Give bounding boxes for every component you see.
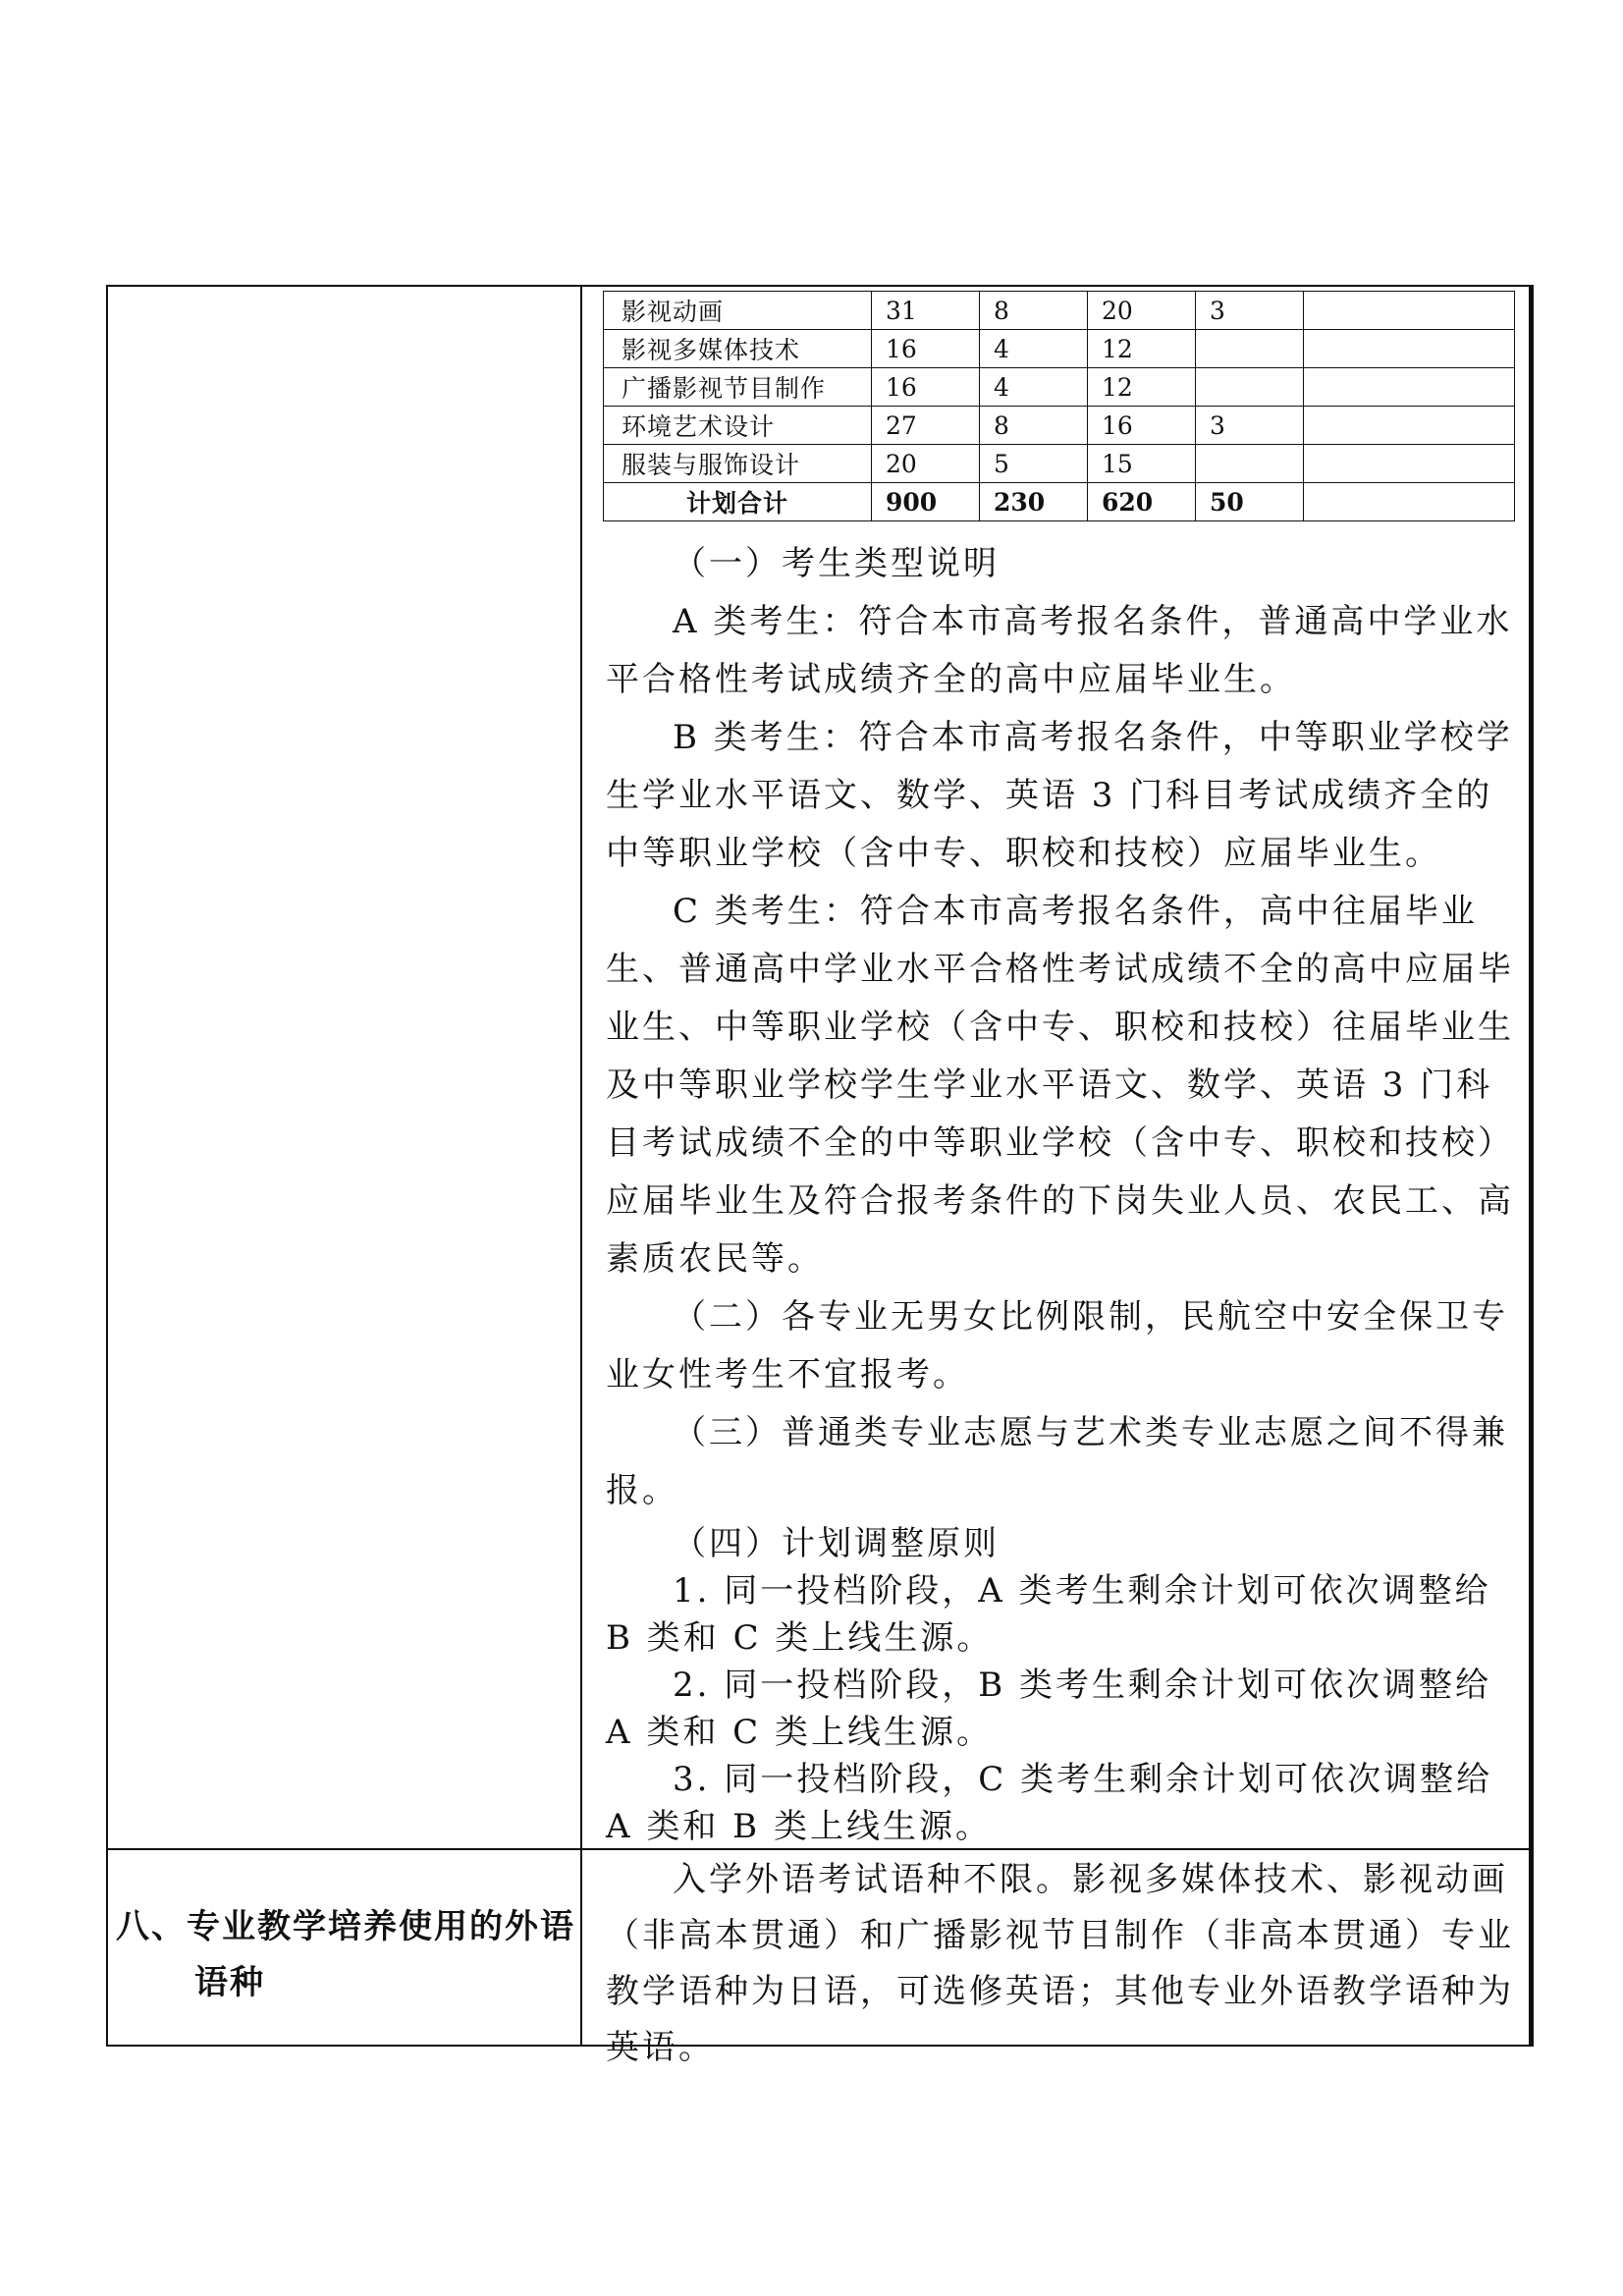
section-8-label-line2: 语种 <box>194 1963 265 2002</box>
total-c: 50 <box>1196 483 1304 521</box>
total-note <box>1304 483 1515 521</box>
table-row <box>604 292 1515 330</box>
plan-b: 12 <box>1088 330 1196 368</box>
type-c-desc: C 类考生：符合本市高考报名条件，高中往届毕业生、普通高中学业水平合格性考试成绩不全的高中应届毕业生、中等职业学校（含中专、职校和技校）往届毕业生及中等职业学校学生学业水平语文、数学、英语 3 门科目考试成绩不全的中等职业学校（含中专、职校和技校）应届毕业生及符合报考条件的下岗失业人员、农民工、高素质农民等。 <box>606 892 1514 1279</box>
notes-content <box>606 535 1517 1850</box>
table-row <box>604 368 1515 407</box>
section-heading-1: （一）考生类型说明 <box>673 544 1000 583</box>
foreign-language-text <box>606 1852 1517 2076</box>
section-8-label-line1: 八、专业教学培养使用的外语 <box>116 1907 575 1946</box>
plan-total: 20 <box>872 445 980 483</box>
section-8-text: 入学外语考试语种不限。影视多媒体技术、影视动画（非高本贯通）和广播影视节目制作（非高本贯通）专业教学语种为日语，可选修英语；其他专业外语教学语种为英语。 <box>606 1860 1514 2067</box>
major-name: 影视动画 <box>604 292 872 330</box>
plan-a: 4 <box>980 368 1088 407</box>
enrollment-plan-table <box>603 291 1515 521</box>
total-a: 230 <box>980 483 1088 521</box>
table-row <box>604 330 1515 368</box>
section-8-label <box>116 1899 577 2011</box>
section-heading-4: （四）计划调整原则 <box>673 1524 1000 1563</box>
adjust-rule-1: 1. 同一投档阶段，A 类考生剩余计划可依次调整给 B 类和 C 类上线生源。 <box>606 1571 1491 1658</box>
plan-b: 15 <box>1088 445 1196 483</box>
plan-total: 27 <box>872 407 980 445</box>
plan-note <box>1304 445 1515 483</box>
plan-c <box>1196 445 1304 483</box>
section-2-text: （二）各专业无男女比例限制，民航空中安全保卫专业女性考生不宜报考。 <box>606 1297 1508 1394</box>
plan-total: 16 <box>872 368 980 407</box>
plan-b: 12 <box>1088 368 1196 407</box>
major-name: 环境艺术设计 <box>604 407 872 445</box>
plan-a: 8 <box>980 407 1088 445</box>
total-sum: 900 <box>872 483 980 521</box>
total-label: 计划合计 <box>604 483 872 521</box>
type-b-desc: B 类考生：符合本市高考报名条件，中等职业学校学生学业水平语文、数学、英语 3 门科目考试成绩齐全的中等职业学校（含中专、职校和技校）应届毕业生。 <box>606 718 1513 873</box>
plan-c <box>1196 368 1304 407</box>
plan-c: 3 <box>1196 292 1304 330</box>
plan-note <box>1304 407 1515 445</box>
total-row <box>604 483 1515 521</box>
section-3-text: （三）普通类专业志愿与艺术类专业志愿之间不得兼报。 <box>606 1413 1508 1510</box>
total-b: 620 <box>1088 483 1196 521</box>
major-name: 影视多媒体技术 <box>604 330 872 368</box>
type-a-desc: A 类考生：符合本市高考报名条件，普通高中学业水平合格性考试成绩齐全的高中应届毕业生。 <box>606 602 1513 699</box>
plan-total: 16 <box>872 330 980 368</box>
plan-note <box>1304 368 1515 407</box>
table-row <box>604 445 1515 483</box>
major-name: 服装与服饰设计 <box>604 445 872 483</box>
plan-b: 20 <box>1088 292 1196 330</box>
plan-a: 5 <box>980 445 1088 483</box>
adjust-rule-2: 2. 同一投档阶段，B 类考生剩余计划可依次调整给 A 类和 C 类上线生源。 <box>606 1666 1492 1752</box>
plan-total: 31 <box>872 292 980 330</box>
plan-c: 3 <box>1196 407 1304 445</box>
column-divider <box>580 285 582 2047</box>
plan-c <box>1196 330 1304 368</box>
plan-a: 8 <box>980 292 1088 330</box>
plan-a: 4 <box>980 330 1088 368</box>
plan-b: 16 <box>1088 407 1196 445</box>
major-name: 广播影视节目制作 <box>604 368 872 407</box>
adjust-rule-3: 3. 同一投档阶段，C 类考生剩余计划可依次调整给 A 类和 B 类上线生源。 <box>606 1760 1493 1846</box>
plan-note <box>1304 292 1515 330</box>
plan-note <box>1304 330 1515 368</box>
table-row <box>604 407 1515 445</box>
